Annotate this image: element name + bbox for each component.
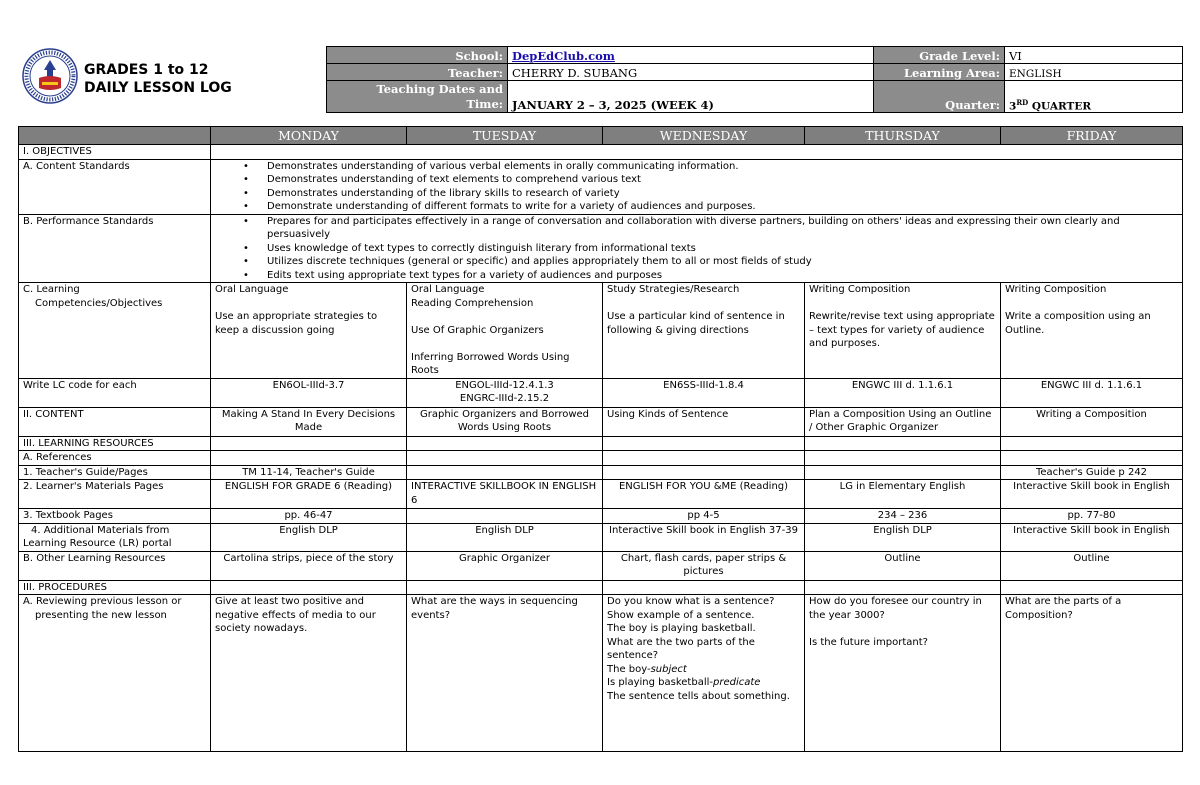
content-standards-row: [19, 159, 1183, 214]
quarter-value: [1005, 81, 1183, 113]
content-wednesday: Using Kinds of Sentence: [603, 407, 805, 436]
learners-materials-label: 2. Learner's Materials Pages: [19, 480, 211, 509]
teachers-guide-friday: Teacher's Guide p 242: [1001, 465, 1183, 480]
performance-standards-row: [19, 214, 1183, 283]
competency-text: Write a composition using an Outline.: [1005, 311, 1151, 336]
procedures-heading: III. PROCEDURES: [19, 580, 211, 595]
reviewing-lesson-label-line1: A. Reviewing previous lesson or: [23, 596, 182, 607]
teachers-guide-label: 1. Teacher's Guide/Pages: [19, 465, 211, 480]
grade-level-value: VI: [1005, 47, 1183, 64]
review-thursday: [805, 595, 1001, 752]
review-line: What are the two parts of the sentence?: [607, 636, 755, 661]
lc-code-label: Write LC code for each: [19, 378, 211, 407]
textbook-pages-monday: pp. 46-47: [211, 509, 407, 524]
school-link[interactable]: DepEdClub.com: [512, 49, 615, 63]
learning-area-value: ENGLISH: [1005, 64, 1183, 81]
grade-level-label: Grade Level:: [874, 47, 1005, 64]
performance-standards-label: B. Performance Standards: [19, 214, 211, 283]
teachers-guide-row: [19, 465, 1183, 480]
additional-materials-thursday: English DLP: [805, 523, 1001, 551]
review-line: Do you know what is a sentence?: [607, 596, 775, 607]
list-item: • Prepares for and participates effectively in a range of conversation and collaboration with diverse partners, building on others' ideas and expressing their own clearly and persuasively: [267, 215, 1178, 242]
lc-code-line: ENGRC-IIId-2.15.2: [459, 393, 550, 404]
additional-materials-wednesday: Interactive Skill book in English 37-39: [603, 523, 805, 551]
review-line: Is the future important?: [809, 636, 928, 648]
content-row: [19, 407, 1183, 436]
additional-materials-label-line2: Learning Resource (LR) portal: [23, 538, 172, 549]
content-label: II. CONTENT: [19, 407, 211, 436]
competency-text: Inferring Borrowed Words Using Roots: [411, 351, 570, 376]
teaching-dates-label: [327, 81, 508, 113]
resources-heading: III. LEARNING RESOURCES: [19, 436, 211, 451]
teaching-dates-value: JANUARY 2 – 3, 2025 (WEEK 4): [508, 81, 874, 113]
content-standards-label: A. Content Standards: [19, 159, 211, 214]
procedures-heading-row: [19, 580, 1183, 595]
quarter-word: QUARTER: [1031, 100, 1092, 112]
list-item: • Demonstrates understanding of the library skills to research of variety: [267, 187, 1178, 201]
objectives-heading-row: [19, 145, 1183, 160]
review-line: The sentence tells about something.: [607, 690, 790, 702]
reviewing-lesson-label-line2: presenting the new lesson: [35, 609, 167, 621]
objectives-heading: I. OBJECTIVES: [19, 145, 211, 160]
competency-text: Use a particular kind of sentence in following & giving directions: [607, 311, 785, 336]
review-monday: Give at least two positive and negative effects of media to our society nowadays.: [211, 595, 407, 752]
day-header-row: [19, 127, 1183, 145]
daily-lesson-log-table: [18, 126, 1183, 752]
competency-wednesday: [603, 283, 805, 379]
textbook-pages-row: [19, 509, 1183, 524]
title-line-2: DAILY LESSON LOG: [84, 80, 232, 96]
competency-title: Oral Language: [215, 284, 289, 295]
performance-standards-cell: [211, 214, 1183, 283]
resources-heading-row: [19, 436, 1183, 451]
performance-standards-list: [215, 215, 1178, 283]
quarter-suffix: RD: [1016, 97, 1029, 107]
content-standards-cell: [211, 159, 1183, 214]
content-standards-list: [215, 160, 1178, 214]
additional-materials-monday: English DLP: [211, 523, 407, 551]
quarter-number: 3: [1009, 100, 1017, 112]
learners-materials-friday: Interactive Skill book in English: [1001, 480, 1183, 509]
deped-seal-logo: [22, 48, 78, 104]
learning-area-label: Learning Area:: [874, 64, 1005, 81]
review-italic: subject: [650, 663, 687, 675]
review-line: [607, 663, 800, 677]
list-item: • Demonstrates understanding of text elements to comprehend various text: [267, 173, 1178, 187]
competency-monday: [211, 283, 407, 379]
competency-text: Use Of Graphic Organizers: [411, 324, 544, 336]
other-resources-label: B. Other Learning Resources: [19, 551, 211, 580]
competency-text: Use an appropriate strategies to keep a discussion going: [215, 311, 378, 336]
review-text: The boy-: [607, 663, 651, 675]
competency-friday: [1001, 283, 1183, 379]
day-tuesday: TUESDAY: [407, 127, 603, 145]
learners-materials-thursday: LG in Elementary English: [805, 480, 1001, 509]
review-italic: predicate: [713, 677, 761, 688]
day-wednesday: WEDNESDAY: [603, 127, 805, 145]
objectives-blank: [211, 145, 1183, 160]
list-item: • Demonstrates understanding of various verbal elements in orally communicating information.: [267, 160, 1178, 174]
list-item: • Demonstrate understanding of different formats to write for a variety of audiences and purposes.: [267, 200, 1178, 214]
lc-code-friday: ENGWC III d. 1.1.6.1: [1001, 378, 1183, 407]
additional-materials-tuesday: English DLP: [407, 523, 603, 551]
competency-text: Rewrite/revise text using appropriate – text types for variety of audience and purposes.: [809, 311, 995, 349]
additional-materials-row: [19, 523, 1183, 551]
lc-code-monday: EN6OL-IIId-3.7: [211, 378, 407, 407]
teacher-value: CHERRY D. SUBANG: [508, 64, 874, 81]
document-header: [18, 46, 1182, 112]
competencies-label: [19, 283, 211, 379]
textbook-pages-wednesday: pp 4-5: [603, 509, 805, 524]
content-tuesday: Graphic Organizers and Borrowed Words Using Roots: [407, 407, 603, 436]
learners-materials-row: [19, 480, 1183, 509]
learners-materials-tuesday: INTERACTIVE SKILLBOOK IN ENGLISH 6: [407, 480, 603, 509]
document-title: [84, 61, 232, 97]
competency-title: Reading Comprehension: [411, 297, 534, 309]
other-resources-wednesday: Chart, flash cards, paper strips & pictures: [603, 551, 805, 580]
school-label: School:: [327, 47, 508, 64]
competency-tuesday: [407, 283, 603, 379]
review-friday: What are the parts of a Composition?: [1001, 595, 1183, 752]
reviewing-lesson-row: [19, 595, 1183, 752]
review-line: How do you foresee our country in the year 3000?: [809, 596, 982, 621]
competency-thursday: [805, 283, 1001, 379]
lc-code-tuesday: [407, 378, 603, 407]
lc-code-wednesday: EN6SS-IIId-1.8.4: [603, 378, 805, 407]
competencies-label-line2: Competencies/Objectives: [35, 297, 163, 309]
learners-materials-monday: ENGLISH FOR GRADE 6 (Reading): [211, 480, 407, 509]
blank-header-cell: [19, 127, 211, 145]
other-resources-tuesday: Graphic Organizer: [407, 551, 603, 580]
lc-code-row: [19, 378, 1183, 407]
competency-title: Oral Language: [411, 284, 485, 295]
review-tuesday: What are the ways in sequencing events?: [407, 595, 603, 752]
teachers-guide-monday: TM 11-14, Teacher's Guide: [211, 465, 407, 480]
teaching-dates-label-line1: Teaching Dates and: [376, 82, 503, 96]
content-friday: Writing a Composition: [1001, 407, 1183, 436]
competency-title: Study Strategies/Research: [607, 284, 740, 295]
lesson-info-table: [326, 46, 1183, 113]
review-text: Is playing basketball-: [607, 677, 713, 688]
review-wednesday: [603, 595, 805, 752]
day-thursday: THURSDAY: [805, 127, 1001, 145]
additional-materials-friday: Interactive Skill book in English: [1001, 523, 1183, 551]
day-monday: MONDAY: [211, 127, 407, 145]
competencies-label-line1: C. Learning: [23, 284, 80, 295]
other-resources-friday: Outline: [1001, 551, 1183, 580]
review-line: Show example of a sentence.: [607, 609, 755, 621]
teacher-label: Teacher:: [327, 64, 508, 81]
teaching-dates-label-line2: Time:: [466, 97, 503, 111]
content-thursday: Plan a Composition Using an Outline / Other Graphic Organizer: [805, 407, 1001, 436]
other-resources-row: [19, 551, 1183, 580]
competency-title: Writing Composition: [1005, 284, 1107, 295]
textbook-pages-friday: pp. 77-80: [1001, 509, 1183, 524]
references-row: [19, 451, 1183, 466]
day-friday: FRIDAY: [1001, 127, 1183, 145]
list-item: • Edits text using appropriate text types for a variety of audiences and purposes: [267, 269, 1178, 283]
additional-materials-label: [19, 523, 211, 551]
list-item: • Uses knowledge of text types to correctly distinguish literary from informational texts: [267, 242, 1178, 256]
textbook-pages-label: 3. Textbook Pages: [19, 509, 211, 524]
review-line: The boy is playing basketball.: [607, 623, 756, 634]
learners-materials-wednesday: ENGLISH FOR YOU &ME (Reading): [603, 480, 805, 509]
reviewing-lesson-label: [19, 595, 211, 752]
review-line: [607, 676, 800, 690]
quarter-label: Quarter:: [874, 81, 1005, 113]
lc-code-thursday: ENGWC III d. 1.1.6.1: [805, 378, 1001, 407]
references-label: A. References: [19, 451, 211, 466]
content-monday: Making A Stand In Every Decisions Made: [211, 407, 407, 436]
competencies-row: [19, 283, 1183, 379]
title-line-1: GRADES 1 to 12: [84, 62, 209, 78]
other-resources-thursday: Outline: [805, 551, 1001, 580]
additional-materials-label-line1: 4. Additional Materials from: [31, 524, 170, 536]
competency-title: Writing Composition: [809, 284, 911, 295]
list-item: • Utilizes discrete techniques (general or specific) and applies appropriately them to all or most fields of study: [267, 255, 1178, 269]
other-resources-monday: Cartolina strips, piece of the story: [211, 551, 407, 580]
textbook-pages-thursday: 234 – 236: [805, 509, 1001, 524]
lc-code-line: ENGOL-IIId-12.4.1.3: [455, 379, 554, 391]
